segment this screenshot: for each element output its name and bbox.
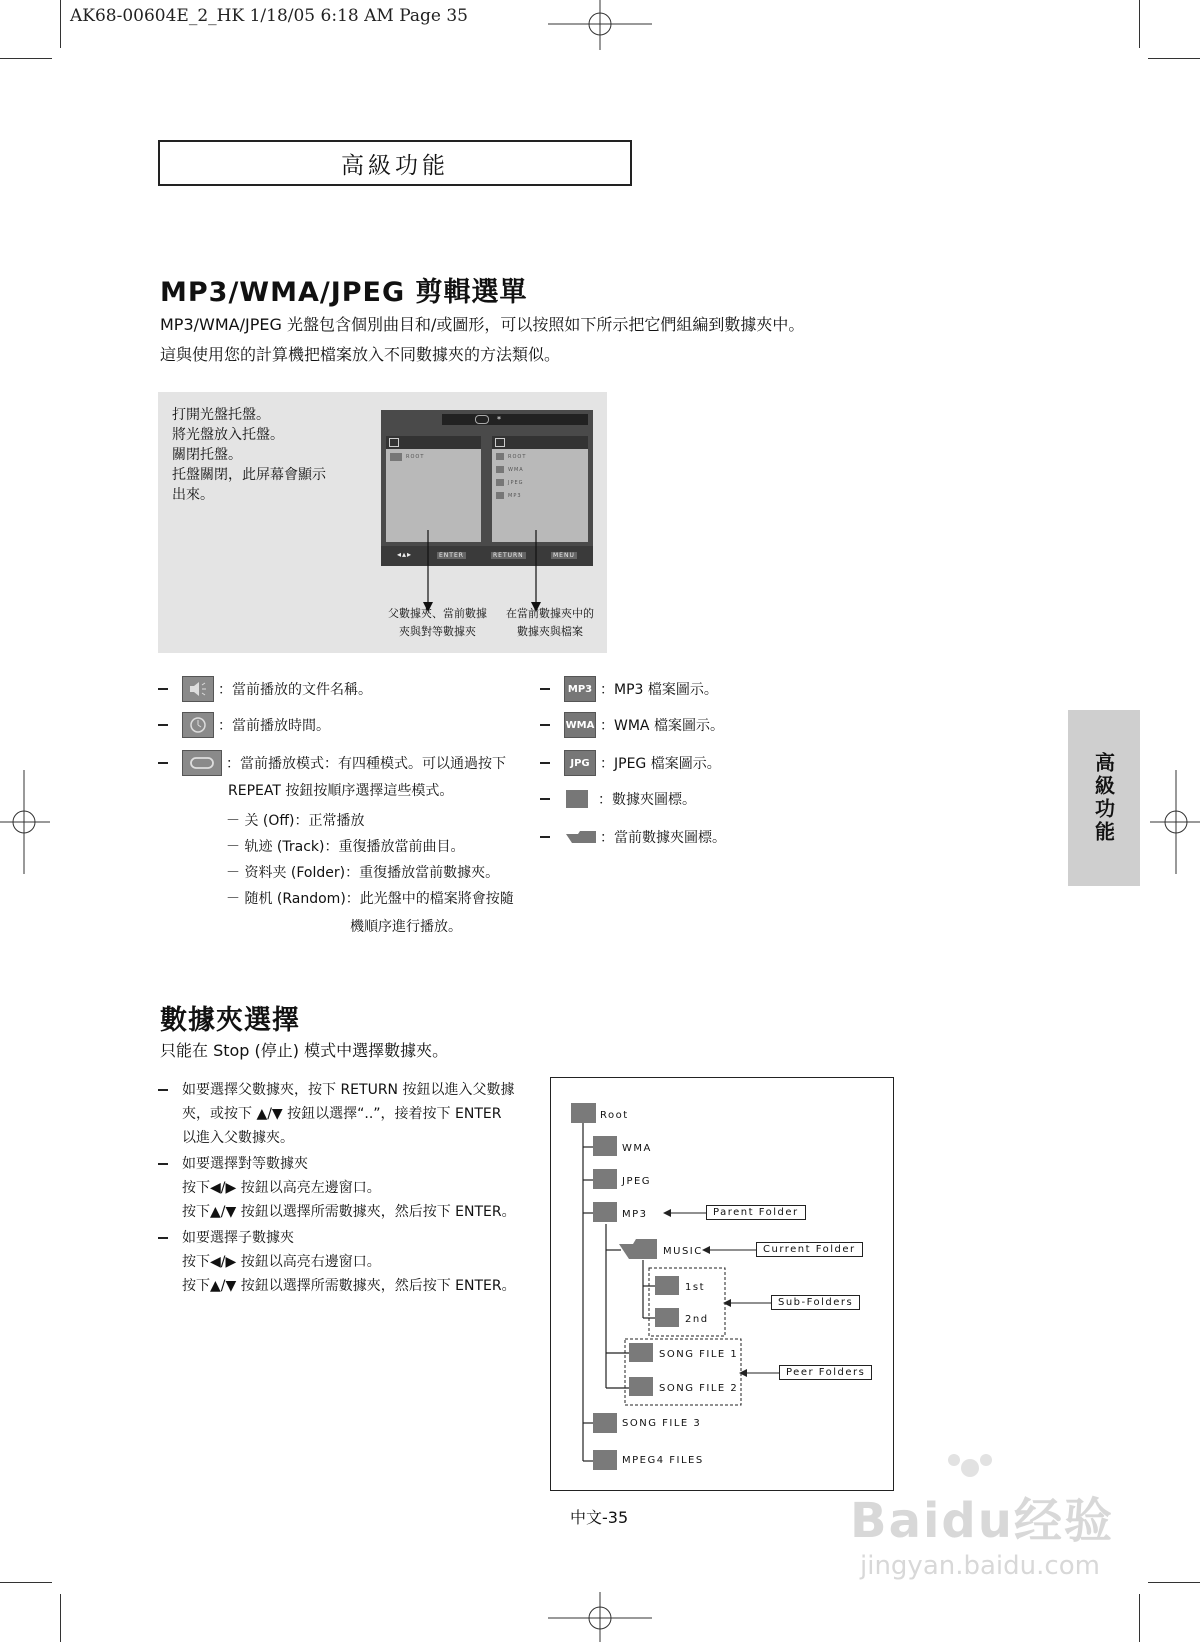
current-folder-icon — [390, 453, 402, 461]
crop-mark — [60, 0, 61, 48]
right-item: ROOT — [508, 454, 527, 460]
tree-node-root: Root — [600, 1110, 629, 1121]
legend-item-folder — [540, 789, 696, 809]
left-panel — [386, 436, 481, 542]
registration-mark-right — [1150, 770, 1200, 874]
dash — [540, 724, 550, 726]
legend-text: ：當前播放模式：有四種模式。可以通過按下 — [226, 756, 506, 772]
registration-mark-left — [0, 770, 50, 874]
dash — [158, 1089, 168, 1091]
speaker-icon — [495, 438, 505, 447]
dash — [540, 836, 550, 838]
caption-right-line: 在當前數據夾中的 — [506, 607, 594, 620]
instruction-list — [172, 405, 326, 505]
crop-mark — [1148, 1582, 1200, 1583]
page-number: 中文-35 — [570, 1508, 629, 1527]
legend-item-filename — [158, 676, 372, 702]
section-title: 高級功能 — [158, 140, 632, 186]
dash — [540, 762, 550, 764]
jpeg-file-icon: JPG — [564, 750, 596, 776]
dash — [158, 724, 168, 726]
legend-item-mode — [158, 750, 506, 776]
folder-bullet-line: 如要選擇父數據夾，按下 RETURN 按鈕以進入父數據 — [182, 1082, 515, 1098]
folder-icon — [496, 492, 504, 499]
legend-item-wma — [540, 712, 724, 738]
return-button: RETURN — [493, 552, 524, 559]
mode-item: － 资料夹 (Folder)：重復播放當前數據夾。 — [226, 865, 500, 881]
caption-left — [380, 605, 495, 641]
mp3-heading: MP3/WMA/JPEG 剪輯選單 — [160, 277, 528, 308]
tree-node-jpeg: JPEG — [622, 1176, 652, 1187]
enter-button: ENTER — [439, 552, 464, 559]
folder-bullet-line: 以進入父數據夾。 — [182, 1130, 294, 1146]
watermark-brand: Baidu经验 — [850, 1493, 1114, 1549]
caption-left-line: 夾與對等數據夾 — [399, 625, 476, 638]
folder-bullet-text — [182, 1226, 516, 1298]
folder-bullet-text — [182, 1152, 516, 1224]
side-tab — [1068, 710, 1140, 886]
mode-list — [226, 808, 514, 912]
dash — [540, 688, 550, 690]
left-root-label: ROOT — [406, 454, 425, 460]
legend-item-mp3 — [540, 676, 718, 702]
side-tab-label: 高級功能 — [1091, 752, 1116, 844]
crop-mark — [1148, 58, 1200, 59]
tree-node-music: MUSIC — [663, 1246, 703, 1257]
registration-mark-bottom — [548, 1592, 652, 1642]
mode-item: － 轨迹 (Track)：重復播放當前曲目。 — [226, 839, 465, 855]
legend-text: ：當前數據夾圖標。 — [600, 830, 726, 846]
legend-text: ：WMA 檔案圖示。 — [600, 718, 724, 734]
folder-bullet-line: 按下◀/▶ 按鈕以高亮右邊窗口。 — [182, 1254, 381, 1270]
caption-right-line: 數據夾與檔案 — [517, 625, 583, 638]
dash — [158, 762, 168, 764]
callout-parent-folder: Parent Folder — [706, 1205, 806, 1220]
clock-icon — [389, 438, 399, 447]
caption-left-line: 父數據夾、當前數據 — [388, 607, 487, 620]
crop-mark — [0, 58, 52, 59]
legend-text: ：當前播放時間。 — [218, 718, 330, 734]
right-item: JPEG — [508, 480, 524, 486]
tree-node-song2: SONG FILE 2 — [659, 1383, 739, 1394]
right-item: WMA — [508, 467, 524, 473]
mode-item: － 关 (Off)：正常播放 — [226, 813, 365, 829]
tree-node-2nd: 2nd — [685, 1314, 709, 1325]
folder-intro: 只能在 Stop (停止) 模式中選擇數據夾。 — [160, 1041, 449, 1060]
folder-bullet-line: 如要選擇子數據夾 — [182, 1230, 294, 1246]
tree-node-song3: SONG FILE 3 — [622, 1418, 702, 1429]
folder-icon — [496, 466, 504, 473]
legend-text: ：數據夾圖標。 — [598, 792, 696, 808]
mp3-intro-line1: MP3/WMA/JPEG 光盤包含個別曲目和/或圖形，可以按照如下所示把它們組編到數據夾中。 — [160, 315, 805, 334]
mode-item: － 随机 (Random)：此光盤中的檔案將會按隨 — [226, 891, 514, 907]
nav-arrows-icon: ◂▴▸ — [397, 550, 413, 559]
screen-star: * — [497, 415, 502, 424]
instruction-line: 關閉托盤。 — [172, 447, 242, 463]
legend-mode-cont: REPEAT 按鈕按順序選擇這些模式。 — [228, 783, 454, 799]
tree-node-1st: 1st — [685, 1282, 705, 1293]
legend-text: ：JPEG 檔案圖示。 — [600, 756, 721, 772]
folder-bullet-line: 按下▲/▼ 按鈕以選擇所需數據夾，然后按下 ENTER。 — [182, 1278, 516, 1294]
dash — [540, 798, 550, 800]
folder-icon — [496, 479, 504, 486]
tree-node-mpeg4: MPEG4 FILES — [622, 1455, 704, 1466]
instruction-line: 將光盤放入托盤。 — [172, 427, 284, 443]
right-panel-header — [492, 436, 588, 449]
folder-bullet-line: 按下▲/▼ 按鈕以選擇所需數據夾，然后按下 ENTER。 — [182, 1204, 516, 1220]
current-folder-icon — [564, 828, 598, 846]
repeat-icon — [475, 415, 489, 424]
folder-icon — [496, 453, 504, 460]
left-panel-header — [386, 436, 481, 449]
dash — [158, 1237, 168, 1239]
instruction-line: 出來。 — [172, 487, 214, 503]
crop-mark — [60, 1594, 61, 1642]
callout-sub-folders: Sub-Folders — [771, 1295, 860, 1310]
screen-top-bar — [442, 414, 588, 425]
legend-item-time — [158, 712, 330, 738]
instruction-line: 打開光盤托盤。 — [172, 407, 270, 423]
folder-bullet — [158, 1226, 548, 1298]
instruction-line: 托盤關閉，此屏幕會顯示 — [172, 467, 326, 483]
repeat-icon — [182, 750, 222, 776]
watermark — [850, 1450, 1114, 1581]
clock-icon — [182, 712, 214, 738]
mode-item-cont: 機順序進行播放。 — [350, 919, 462, 935]
folder-instructions — [158, 1078, 548, 1298]
caption-right — [497, 605, 603, 641]
folder-bullet-line: 如要選擇對等數據夾 — [182, 1156, 308, 1172]
tree-node-wma: WMA — [622, 1143, 652, 1154]
registration-mark-top — [548, 0, 652, 50]
menu-button: MENU — [553, 552, 575, 559]
legend-text: ：MP3 檔案圖示。 — [600, 682, 718, 698]
legend-item-current-folder — [540, 827, 726, 847]
folder-bullet-line: 夾，或按下 ▲/▼ 按鈕以選擇“..”，接着按下 ENTER — [182, 1106, 502, 1122]
folder-tree-diagram — [550, 1077, 894, 1491]
callout-current-folder: Current Folder — [756, 1242, 863, 1257]
crop-mark — [1139, 0, 1140, 48]
watermark-url: jingyan.baidu.com — [860, 1551, 1100, 1581]
wma-file-icon: WMA — [564, 712, 596, 738]
right-panel — [492, 436, 588, 542]
dash — [158, 688, 168, 690]
folder-heading: 數據夾選擇 — [160, 1005, 300, 1036]
folder-bullet-line: 按下◀/▶ 按鈕以高亮左邊窗口。 — [182, 1180, 381, 1196]
tree-lines — [551, 1078, 893, 1490]
folder-bullet — [158, 1152, 548, 1224]
mp3-file-icon: MP3 — [564, 676, 596, 702]
legend-item-jpeg — [540, 750, 721, 776]
tree-node-mp3: MP3 — [622, 1209, 648, 1220]
mp3-intro-line2: 這與使用您的計算機把檔案放入不同數據夾的方法類似。 — [160, 345, 561, 364]
folder-bullet-text — [182, 1078, 514, 1150]
legend-text: ：當前播放的文件名稱。 — [218, 682, 372, 698]
dash — [158, 1163, 168, 1165]
folder-bullet — [158, 1078, 548, 1150]
speaker-icon — [182, 676, 214, 702]
print-header: AK68-00604E_2_HK 1/18/05 6:18 AM Page 35 — [70, 6, 468, 26]
folder-icon — [566, 790, 588, 808]
callout-peer-folders: Peer Folders — [779, 1365, 872, 1380]
right-item: MP3 — [508, 493, 522, 499]
tree-node-song1: SONG FILE 1 — [659, 1349, 739, 1360]
crop-mark — [1139, 1594, 1140, 1642]
crop-mark — [0, 1582, 52, 1583]
